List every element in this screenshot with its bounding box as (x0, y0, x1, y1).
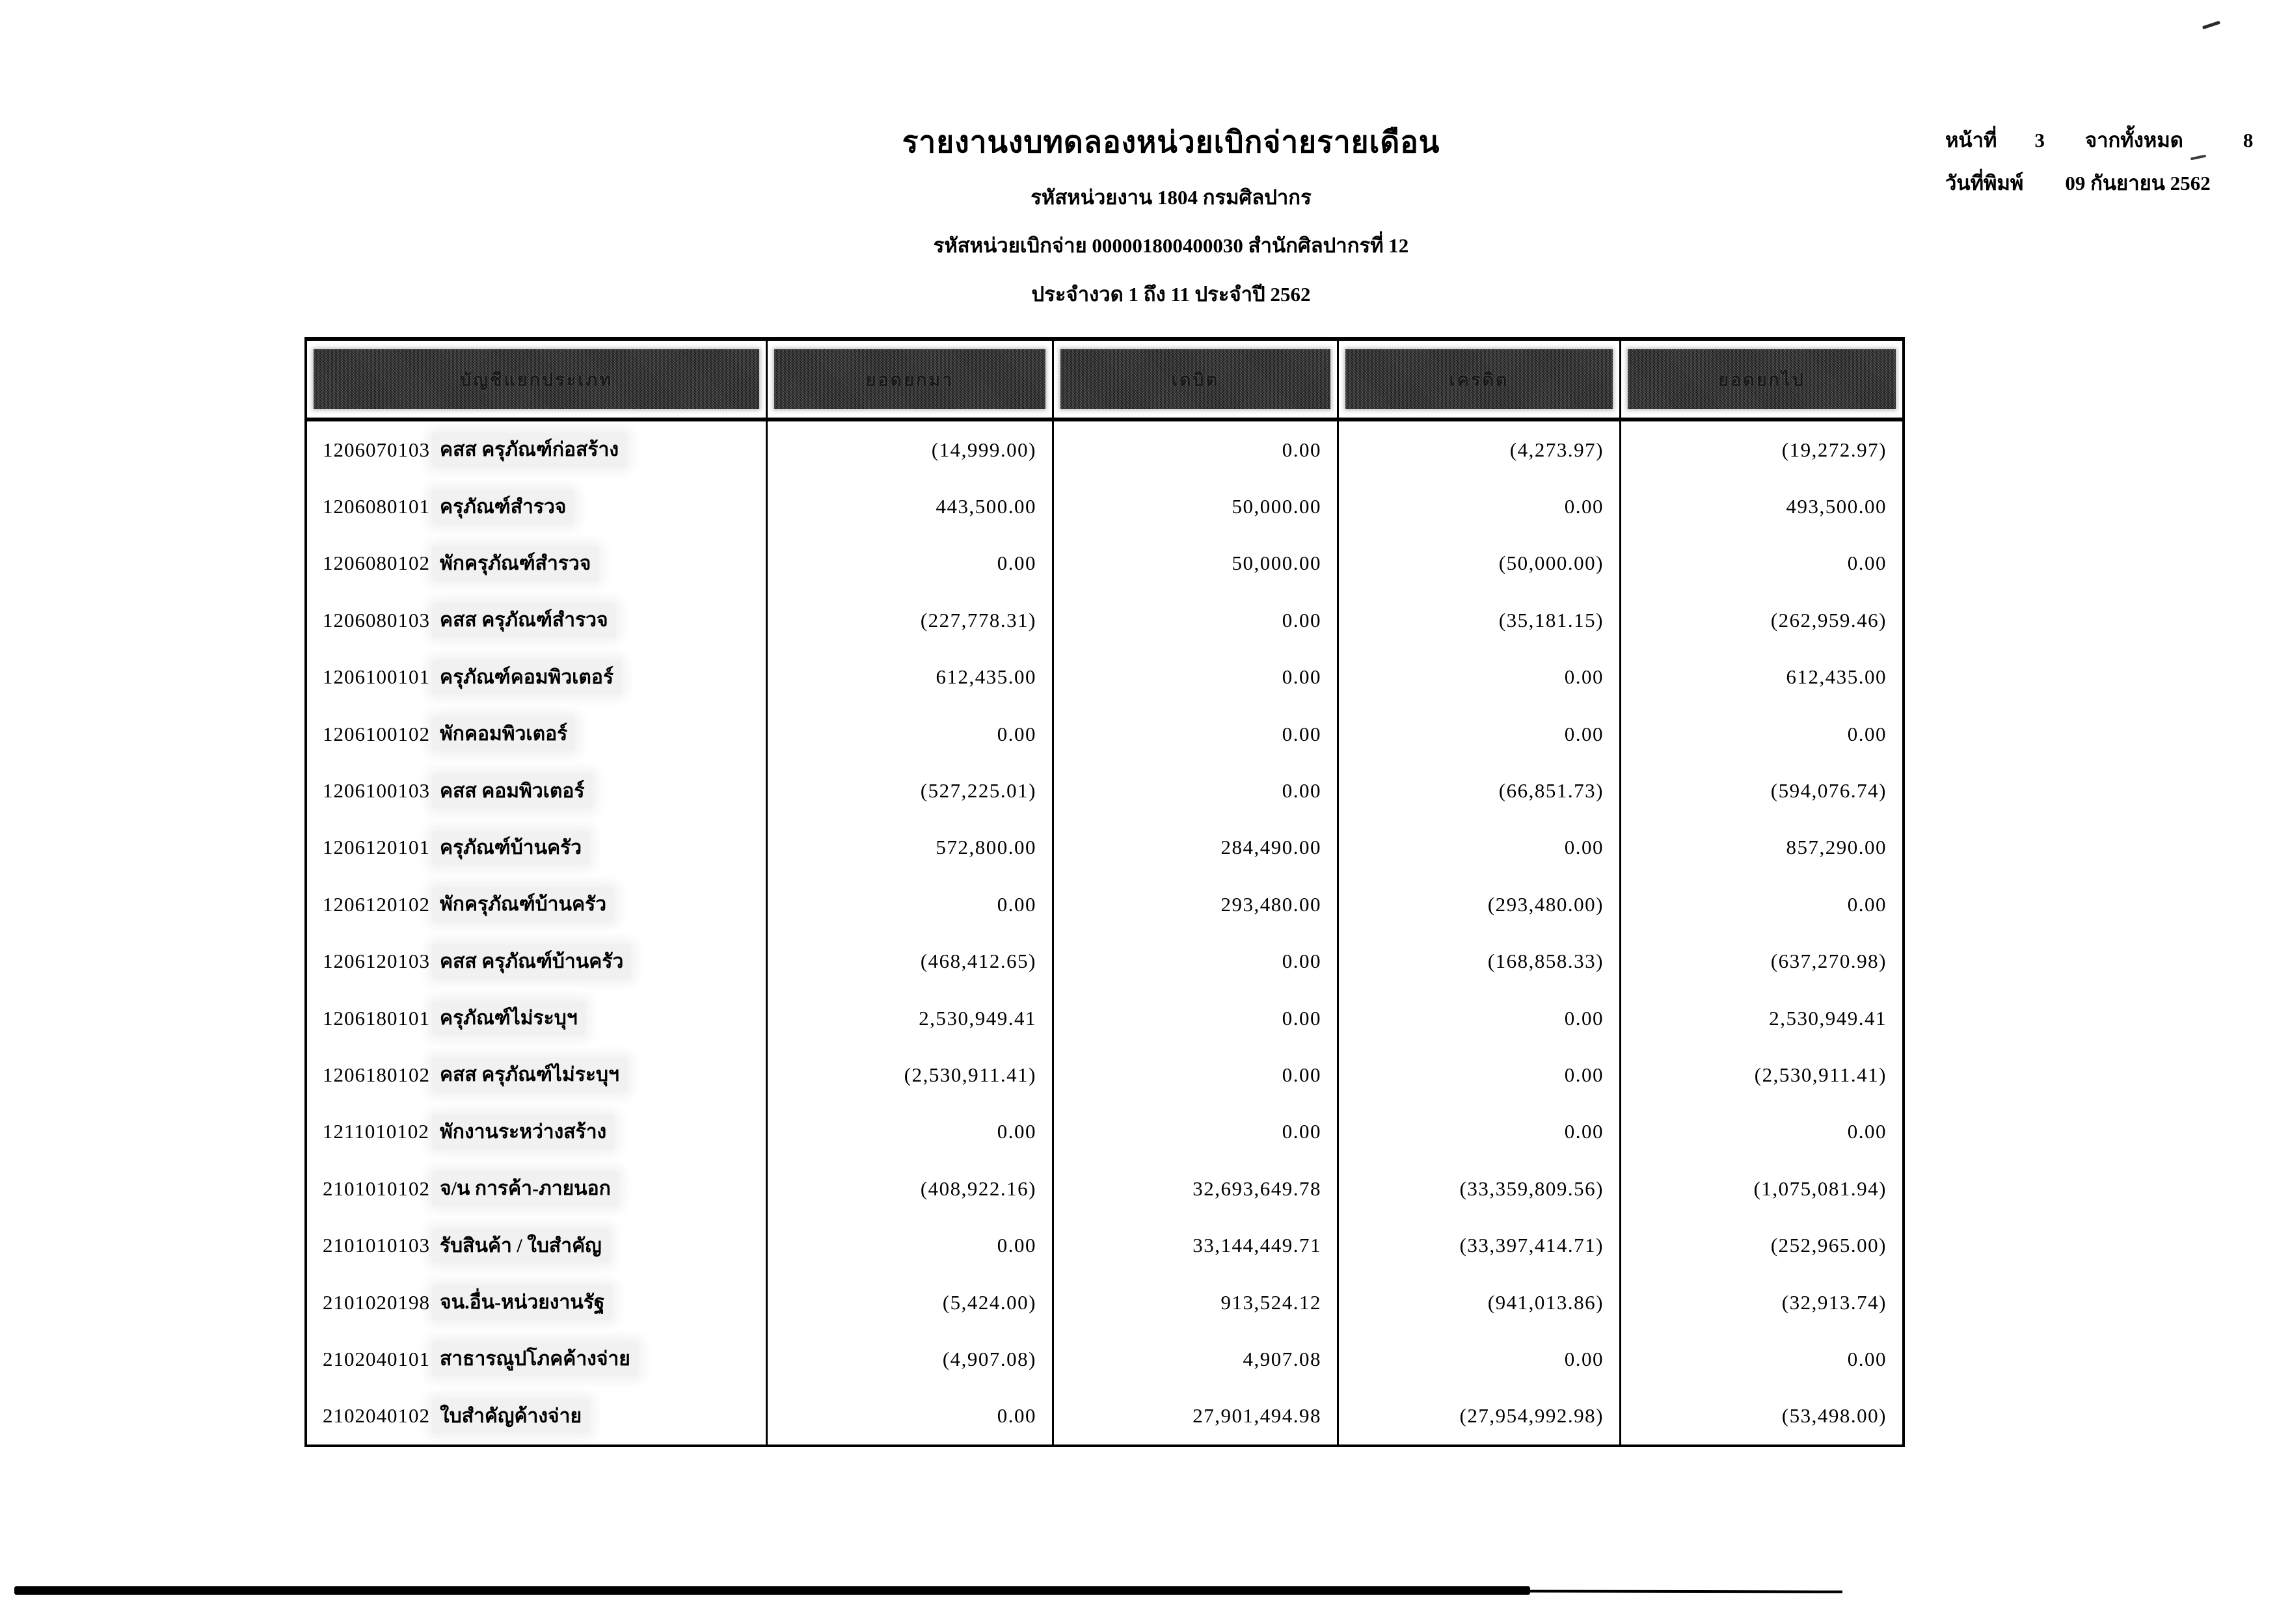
opening-balance-amount: (4,907.08) (768, 1331, 1054, 1387)
account-name: ครุภัณฑ์สำรวจ (432, 490, 574, 524)
table-row (307, 762, 1902, 819)
account-cell (307, 1274, 768, 1331)
debit-amount: 0.00 (1054, 706, 1339, 762)
table-row (307, 592, 1902, 648)
account-name: คสส ครุภัณฑ์ก่อสร้าง (432, 433, 626, 467)
closing-balance-amount: 0.00 (1847, 722, 1887, 745)
account-name: ครุภัณฑ์บ้านครัว (432, 831, 589, 865)
account-cell (307, 876, 768, 933)
table-row (307, 1160, 1902, 1217)
credit-amount: 0.00 (1339, 1046, 1621, 1103)
opening-balance-amount: 0.00 (768, 706, 1054, 762)
opening-balance-amount: (14,999.00) (768, 421, 1054, 478)
account-code: 1211010102 (323, 1120, 429, 1143)
debit-amount: 50,000.00 (1054, 535, 1339, 592)
closing-balance-amount: (19,272.97) (1781, 438, 1887, 461)
account-cell (307, 1104, 768, 1160)
credit-amount: (168,858.33) (1339, 933, 1621, 990)
debit-amount: 0.00 (1054, 1104, 1339, 1160)
header-bar (1345, 349, 1613, 409)
account-code: 2101010102 (323, 1177, 430, 1200)
closing-balance-amount: (53,498.00) (1781, 1404, 1887, 1428)
account-cell (307, 1160, 768, 1217)
closing-balance-amount: 857,290.00 (1786, 836, 1887, 859)
print-date-row (1945, 166, 2253, 199)
column-header-debit (1054, 341, 1339, 418)
credit-amount: 0.00 (1339, 1331, 1621, 1387)
account-name: คสส คอมพิวเตอร์ (432, 774, 593, 808)
opening-balance-amount: 443,500.00 (768, 478, 1054, 535)
unit-code-line: รหัสหน่วยเบิกจ่าย 000001800400030 สำนักศิลปากรที่ 12 (933, 234, 1409, 257)
debit-amount: 284,490.00 (1054, 819, 1339, 876)
account-cell (307, 819, 768, 876)
credit-amount: (27,954,992.98) (1339, 1388, 1621, 1444)
account-name: ครุภัณฑ์ไม่ระบุฯ (432, 1001, 586, 1035)
debit-amount: 33,144,449.71 (1054, 1217, 1339, 1273)
account-name: สาธารณูปโภคค้างจ่าย (432, 1342, 638, 1376)
opening-balance-amount: (408,922.16) (768, 1160, 1054, 1217)
scan-smudge-thick (14, 1586, 1530, 1595)
opening-balance-amount: 0.00 (768, 1217, 1054, 1273)
opening-balance-amount: 0.00 (768, 1388, 1054, 1444)
closing-balance-amount: 493,500.00 (1786, 495, 1887, 518)
page-title: รายงานงบทดลองหน่วยเบิกจ่ายรายเดือน (902, 126, 1440, 159)
scan-artifact-dash (2202, 21, 2220, 29)
debit-amount: 0.00 (1054, 762, 1339, 819)
debit-amount: 0.00 (1054, 649, 1339, 706)
table-row (307, 933, 1902, 990)
table-row (307, 876, 1902, 933)
opening-balance-amount: (468,412.65) (768, 933, 1054, 990)
account-cell (307, 1217, 768, 1273)
column-header-account (307, 341, 768, 418)
account-code: 1206180101 (323, 1006, 430, 1030)
closing-balance-amount: (262,959.46) (1770, 608, 1887, 632)
account-cell (307, 592, 768, 648)
closing-balance-amount: (1,075,081.94) (1753, 1177, 1887, 1200)
table-row (307, 535, 1902, 592)
account-name: พักงานระหว่างสร้าง (432, 1115, 614, 1149)
header-bar (1060, 349, 1330, 409)
account-code: 1206120101 (323, 836, 430, 859)
account-cell (307, 706, 768, 762)
account-name: พักคอมพิวเตอร์ (432, 717, 575, 751)
opening-balance-amount: (227,778.31) (768, 592, 1054, 648)
header-bar (1628, 349, 1896, 409)
header-bar (774, 349, 1045, 409)
account-name: คสส ครุภัณฑ์ไม่ระบุฯ (432, 1058, 627, 1092)
account-cell (307, 933, 768, 990)
credit-amount: 0.00 (1339, 706, 1621, 762)
page-label: หน้าที่ (1945, 129, 1997, 152)
closing-balance-amount: 0.00 (1847, 552, 1887, 575)
debit-amount: 0.00 (1054, 421, 1339, 478)
column-header-credit (1339, 341, 1621, 418)
credit-amount: (33,359,809.56) (1339, 1160, 1621, 1217)
opening-balance-amount: (527,225.01) (768, 762, 1054, 819)
account-code: 1206120102 (323, 892, 430, 916)
account-cell (307, 1331, 768, 1387)
closing-balance-amount: (32,913.74) (1781, 1290, 1887, 1314)
table-row (307, 990, 1902, 1046)
account-name: พักครุภัณฑ์บ้านครัว (432, 887, 614, 922)
of-label: จากทั้งหมด (2084, 129, 2183, 152)
header-bar (314, 349, 759, 409)
account-code: 2101010103 (323, 1234, 430, 1257)
table-row (307, 1388, 1902, 1444)
credit-amount: (941,013.86) (1339, 1274, 1621, 1331)
closing-balance-amount: (252,965.00) (1770, 1234, 1887, 1257)
debit-amount: 50,000.00 (1054, 478, 1339, 535)
credit-amount: 0.00 (1339, 990, 1621, 1046)
table-header-row (307, 341, 1902, 421)
account-code: 1206100103 (323, 779, 430, 803)
account-cell (307, 1046, 768, 1103)
credit-amount: (50,000.00) (1339, 535, 1621, 592)
account-code: 1206070103 (323, 438, 430, 461)
opening-balance-amount: 0.00 (768, 535, 1054, 592)
account-cell (307, 1388, 768, 1444)
table-row (307, 421, 1902, 478)
page-number-row (1945, 124, 2253, 156)
agency-code-line: รหัสหน่วยงาน 1804 กรมศิลปากร (1030, 186, 1312, 209)
column-header-opening-label: ยอดยกมา (865, 369, 954, 390)
account-name: ใบสำคัญค้างจ่าย (432, 1399, 589, 1433)
closing-balance-amount: 0.00 (1847, 892, 1887, 916)
table-row (307, 649, 1902, 706)
credit-amount: 0.00 (1339, 478, 1621, 535)
account-cell (307, 478, 768, 535)
opening-balance-amount: 0.00 (768, 876, 1054, 933)
account-cell (307, 649, 768, 706)
account-code: 1206120103 (323, 950, 430, 973)
closing-balance-amount: (637,270.98) (1770, 950, 1887, 973)
debit-amount: 27,901,494.98 (1054, 1388, 1339, 1444)
account-name: ครุภัณฑ์คอมพิวเตอร์ (432, 660, 621, 695)
account-code: 2102040102 (323, 1404, 430, 1428)
opening-balance-amount: 572,800.00 (768, 819, 1054, 876)
account-cell (307, 535, 768, 592)
account-cell (307, 762, 768, 819)
trial-balance-table (304, 337, 1905, 1447)
closing-balance-amount: 0.00 (1847, 1120, 1887, 1143)
credit-amount: (33,397,414.71) (1339, 1217, 1621, 1273)
table-row (307, 1046, 1902, 1103)
credit-amount: (66,851.73) (1339, 762, 1621, 819)
account-name: พักครุภัณฑ์สำรวจ (432, 546, 599, 581)
account-code: 1206080101 (323, 495, 430, 518)
scan-smudge-line (14, 1584, 1836, 1599)
debit-amount: 0.00 (1054, 1046, 1339, 1103)
period-line: ประจำงวด 1 ถึง 11 ประจำปี 2562 (1031, 283, 1311, 306)
column-header-closing-balance (1621, 341, 1902, 418)
column-header-closing-label: ยอดยกไป (1718, 369, 1805, 390)
credit-amount: 0.00 (1339, 1104, 1621, 1160)
account-code: 1206100101 (323, 665, 430, 689)
account-name: คสส ครุภัณฑ์บ้านครัว (432, 944, 631, 979)
column-header-credit-label: เครดิต (1449, 369, 1509, 390)
opening-balance-amount: (5,424.00) (768, 1274, 1054, 1331)
credit-amount: 0.00 (1339, 819, 1621, 876)
print-date-label: วันที่พิมพ์ (1945, 172, 2024, 194)
column-header-account-label: บัญชีแยกประเภท (459, 369, 613, 390)
account-name: จน.อื่น-หน่วยงานรัฐ (432, 1285, 612, 1320)
account-code: 1206100102 (323, 722, 430, 745)
account-name: จ/น การค้า-ภายนอก (432, 1171, 619, 1206)
closing-balance-amount: 0.00 (1847, 1347, 1887, 1370)
closing-balance-amount: 2,530,949.41 (1769, 1006, 1887, 1030)
table-row (307, 819, 1902, 876)
debit-amount: 293,480.00 (1054, 876, 1339, 933)
total-pages: 8 (2243, 129, 2254, 152)
table-row (307, 706, 1902, 762)
credit-amount: 0.00 (1339, 649, 1621, 706)
credit-amount: (293,480.00) (1339, 876, 1621, 933)
debit-amount: 0.00 (1054, 933, 1339, 990)
opening-balance-amount: 2,530,949.41 (768, 990, 1054, 1046)
opening-balance-amount: 0.00 (768, 1104, 1054, 1160)
column-header-opening-balance (768, 341, 1054, 418)
account-code: 2102040101 (323, 1347, 430, 1370)
debit-amount: 0.00 (1054, 592, 1339, 648)
account-name: รับสินค้า / ใบสำคัญ (432, 1229, 610, 1263)
page-number: 3 (2034, 129, 2045, 152)
account-code: 2101020198 (323, 1290, 430, 1314)
table-row (307, 478, 1902, 535)
debit-amount: 913,524.12 (1054, 1274, 1339, 1331)
account-cell (307, 990, 768, 1046)
closing-balance-amount: (594,076.74) (1770, 779, 1887, 803)
opening-balance-amount: 612,435.00 (768, 649, 1054, 706)
debit-amount: 4,907.08 (1054, 1331, 1339, 1387)
table-row (307, 1331, 1902, 1387)
account-name: คสส ครุภัณฑ์สำรวจ (432, 603, 616, 637)
table-row (307, 1274, 1902, 1331)
account-code: 1206180102 (323, 1063, 430, 1086)
print-date: 09 กันยายน 2562 (2065, 172, 2211, 194)
column-header-debit-label: เดบิต (1171, 369, 1220, 390)
account-code: 1206080102 (323, 552, 430, 575)
closing-balance-amount: 612,435.00 (1786, 665, 1887, 689)
credit-amount: (4,273.97) (1339, 421, 1621, 478)
credit-amount: (35,181.15) (1339, 592, 1621, 648)
table-row (307, 1217, 1902, 1273)
account-code: 1206080103 (323, 608, 430, 632)
page-info-block (1945, 124, 2253, 199)
debit-amount: 32,693,649.78 (1054, 1160, 1339, 1217)
closing-balance-amount: (2,530,911.41) (1754, 1063, 1887, 1086)
scan-smudge-thin (1517, 1590, 1842, 1593)
opening-balance-amount: (2,530,911.41) (768, 1046, 1054, 1103)
table-body (307, 421, 1902, 1444)
debit-amount: 0.00 (1054, 990, 1339, 1046)
table-row (307, 1104, 1902, 1160)
account-cell (307, 421, 768, 478)
